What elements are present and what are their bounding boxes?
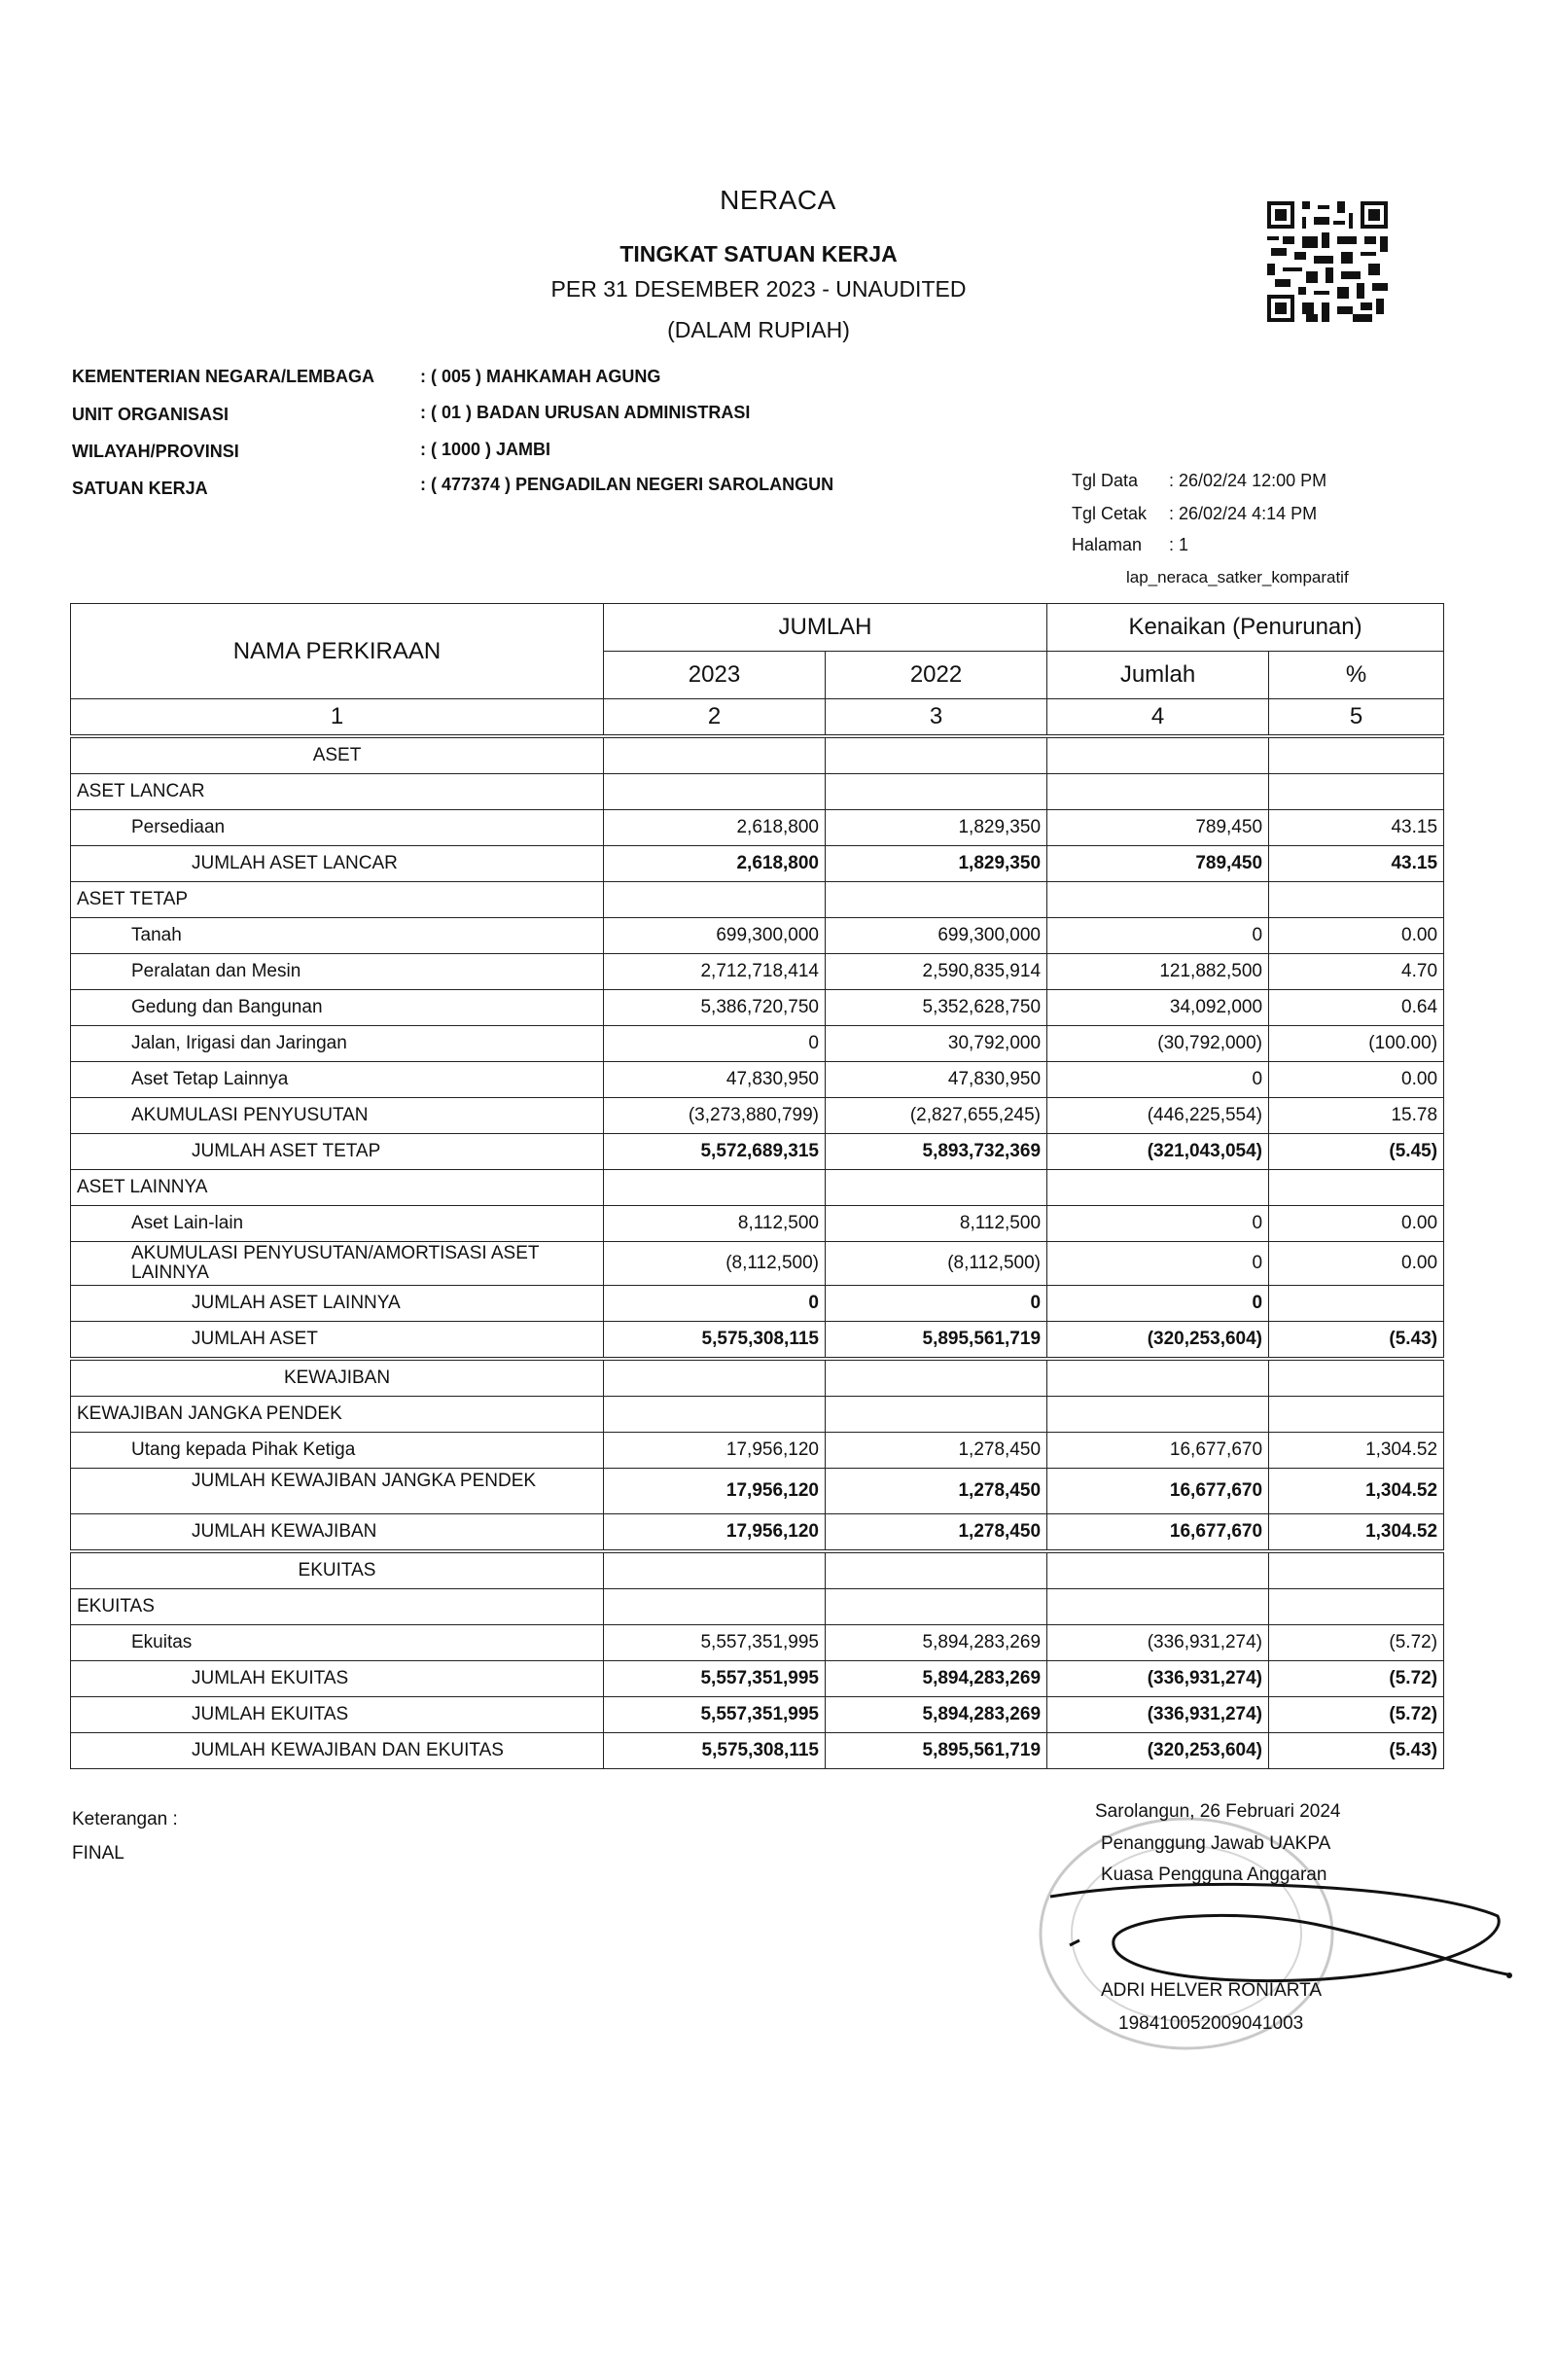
total-row	[71, 1286, 1444, 1322]
group-label: EKUITAS	[71, 1589, 604, 1625]
cell-persen: 0.00	[1269, 1062, 1444, 1098]
cell-2023: 0	[604, 1286, 826, 1322]
cell-2023: 5,557,351,995	[604, 1661, 826, 1697]
row-label: Utang kepada Pihak Ketiga	[71, 1433, 604, 1469]
row-label: JUMLAH KEWAJIBAN JANGKA PENDEK	[71, 1469, 604, 1514]
cell-persen: (5.72)	[1269, 1697, 1444, 1733]
tgl-cetak-value: : 26/02/24 4:14 PM	[1169, 504, 1318, 523]
cell-persen: 1,304.52	[1269, 1433, 1444, 1469]
cell-persen: 43.15	[1269, 846, 1444, 882]
row-label: JUMLAH ASET LANCAR	[71, 846, 604, 882]
cell-persen: (5.45)	[1269, 1134, 1444, 1170]
cell-2022: 5,352,628,750	[826, 990, 1047, 1026]
table-row	[71, 1206, 1444, 1242]
row-label: Peralatan dan Mesin	[71, 954, 604, 990]
cell-jumlah: (336,931,274)	[1047, 1697, 1269, 1733]
total-row	[71, 1661, 1444, 1697]
table-row	[71, 954, 1444, 990]
cell-jumlah: 789,450	[1047, 846, 1269, 882]
table-row	[71, 918, 1444, 954]
tgl-cetak-label: Tgl Cetak	[1072, 504, 1148, 523]
cell-2022: 1,829,350	[826, 810, 1047, 846]
cell-jumlah: 789,450	[1047, 810, 1269, 846]
balance-sheet-table	[70, 603, 1444, 1769]
section-row-kewajiban	[71, 1359, 1444, 1397]
cell-jumlah: 0	[1047, 918, 1269, 954]
cell-persen: 15.78	[1269, 1098, 1444, 1134]
cell-2023: 17,956,120	[604, 1514, 826, 1552]
cell-2023: (3,273,880,799)	[604, 1098, 826, 1134]
cell-2022: 699,300,000	[826, 918, 1047, 954]
row-label: Tanah	[71, 918, 604, 954]
cell-persen: 43.15	[1269, 810, 1444, 846]
sign-place-date: Sarolangun, 26 Februari 2024	[1095, 1801, 1341, 1822]
cell-2022: 8,112,500	[826, 1206, 1047, 1242]
qr-code-icon	[1267, 201, 1388, 322]
cell-jumlah: 0	[1047, 1286, 1269, 1322]
cell-jumlah: 16,677,670	[1047, 1514, 1269, 1552]
tgl-cetak-row	[1072, 504, 1317, 524]
cell-persen: (5.43)	[1269, 1733, 1444, 1769]
group-row-aset-lancar	[71, 774, 1444, 810]
total-row	[71, 1697, 1444, 1733]
cell-2023: 8,112,500	[604, 1206, 826, 1242]
cell-persen: 0.00	[1269, 1242, 1444, 1286]
row-label: Aset Lain-lain	[71, 1206, 604, 1242]
meta-value-wilayah: : ( 1000 ) JAMBI	[420, 440, 551, 459]
group-row-aset-tetap	[71, 882, 1444, 918]
column-number-row	[71, 699, 1444, 737]
total-row	[71, 1514, 1444, 1552]
cell-2022: 30,792,000	[826, 1026, 1047, 1062]
sign-role-2: Kuasa Pengguna Anggaran	[1101, 1865, 1327, 1885]
total-row	[71, 1469, 1444, 1514]
table-row	[71, 1062, 1444, 1098]
tgl-data-label: Tgl Data	[1072, 471, 1139, 490]
cell-2023: 5,386,720,750	[604, 990, 826, 1026]
cell-2022: 0	[826, 1286, 1047, 1322]
cell-jumlah: 121,882,500	[1047, 954, 1269, 990]
cell-persen: (5.72)	[1269, 1625, 1444, 1661]
cell-persen: 0.00	[1269, 918, 1444, 954]
cell-2022: 5,894,283,269	[826, 1625, 1047, 1661]
total-row	[71, 1322, 1444, 1360]
cell-persen: 4.70	[1269, 954, 1444, 990]
report-file-name: lap_neraca_satker_komparatif	[1126, 568, 1349, 586]
cell-jumlah: (320,253,604)	[1047, 1322, 1269, 1360]
cell-2022: 1,278,450	[826, 1469, 1047, 1514]
row-label: JUMLAH KEWAJIBAN	[71, 1514, 604, 1552]
meta-label-wilayah: WILAYAH/PROVINSI	[72, 442, 239, 461]
group-row-aset-lainnya	[71, 1170, 1444, 1206]
cell-2022: (2,827,655,245)	[826, 1098, 1047, 1134]
cell-persen: (5.43)	[1269, 1322, 1444, 1360]
col-number-1: 1	[71, 699, 604, 737]
col-header-2022: 2022	[826, 652, 1047, 699]
report-currency: (DALAM RUPIAH)	[667, 317, 850, 342]
meta-value-kementerian: : ( 005 ) MAHKAMAH AGUNG	[420, 367, 661, 386]
row-label: AKUMULASI PENYUSUTAN/AMORTISASI ASET LAINNYA	[71, 1242, 604, 1286]
col-number-3: 3	[826, 699, 1047, 737]
table-header-row-1	[71, 604, 1444, 652]
group-row-kewajiban-jangka-pendek	[71, 1397, 1444, 1433]
halaman-value: : 1	[1169, 535, 1189, 554]
cell-jumlah: 34,092,000	[1047, 990, 1269, 1026]
cell-persen: 1,304.52	[1269, 1469, 1444, 1514]
signer-nip: 198410052009041003	[1118, 2013, 1304, 2034]
cell-2023: 5,575,308,115	[604, 1322, 826, 1360]
cell-2022: 5,894,283,269	[826, 1661, 1047, 1697]
group-label: ASET LANCAR	[71, 774, 604, 810]
row-label: JUMLAH ASET TETAP	[71, 1134, 604, 1170]
col-number-5: 5	[1269, 699, 1444, 737]
table-row	[71, 990, 1444, 1026]
sign-role-1: Penanggung Jawab UAKPA	[1101, 1833, 1331, 1854]
cell-2023: 5,557,351,995	[604, 1697, 826, 1733]
row-label: JUMLAH EKUITAS	[71, 1661, 604, 1697]
row-label: Aset Tetap Lainnya	[71, 1062, 604, 1098]
tgl-data-value: : 26/02/24 12:00 PM	[1169, 471, 1327, 490]
cell-jumlah: 16,677,670	[1047, 1469, 1269, 1514]
section-label: EKUITAS	[71, 1551, 604, 1589]
group-label: KEWAJIBAN JANGKA PENDEK	[71, 1397, 604, 1433]
table-row	[71, 1026, 1444, 1062]
halaman-label: Halaman	[1072, 535, 1143, 554]
cell-2022: 5,893,732,369	[826, 1134, 1047, 1170]
cell-2023: (8,112,500)	[604, 1242, 826, 1286]
total-row	[71, 1733, 1444, 1769]
meta-label-unit: UNIT ORGANISASI	[72, 405, 230, 424]
cell-2023: 5,557,351,995	[604, 1625, 826, 1661]
cell-2022: 1,829,350	[826, 846, 1047, 882]
cell-jumlah: (336,931,274)	[1047, 1661, 1269, 1697]
signer-name: ADRI HELVER RONIARTA	[1101, 1980, 1322, 2001]
report-level: TINGKAT SATUAN KERJA	[619, 241, 898, 266]
row-label: Persediaan	[71, 810, 604, 846]
meta-label-kementerian: KEMENTERIAN NEGARA/LEMBAGA	[72, 367, 375, 386]
halaman-row	[1072, 535, 1188, 555]
row-label: Jalan, Irigasi dan Jaringan	[71, 1026, 604, 1062]
cell-jumlah: (320,253,604)	[1047, 1733, 1269, 1769]
cell-persen: 1,304.52	[1269, 1514, 1444, 1552]
meta-value-satker: : ( 477374 ) PENGADILAN NEGERI SAROLANGUN	[420, 475, 834, 494]
cell-2023: 17,956,120	[604, 1433, 826, 1469]
table-row	[71, 1242, 1444, 1286]
cell-jumlah: 0	[1047, 1242, 1269, 1286]
cell-jumlah: 0	[1047, 1062, 1269, 1098]
report-period: PER 31 DESEMBER 2023 - UNAUDITED	[550, 276, 967, 302]
group-label: ASET LAINNYA	[71, 1170, 604, 1206]
meta-value-unit: : ( 01 ) BADAN URUSAN ADMINISTRASI	[420, 403, 751, 422]
section-label: KEWAJIBAN	[71, 1359, 604, 1397]
group-row-ekuitas	[71, 1589, 1444, 1625]
section-label: ASET	[71, 736, 604, 774]
keterangan-label: Keterangan :	[72, 1809, 178, 1829]
cell-2022: (8,112,500)	[826, 1242, 1047, 1286]
tgl-data-row	[1072, 471, 1326, 491]
total-row	[71, 1134, 1444, 1170]
cell-2022: 2,590,835,914	[826, 954, 1047, 990]
cell-2022: 47,830,950	[826, 1062, 1047, 1098]
cell-persen: 0.64	[1269, 990, 1444, 1026]
table-row	[71, 810, 1444, 846]
cell-jumlah: (30,792,000)	[1047, 1026, 1269, 1062]
col-header-nama: NAMA PERKIRAAN	[71, 604, 604, 699]
cell-jumlah: 16,677,670	[1047, 1433, 1269, 1469]
cell-2023: 5,575,308,115	[604, 1733, 826, 1769]
cell-2023: 47,830,950	[604, 1062, 826, 1098]
row-label: JUMLAH ASET LAINNYA	[71, 1286, 604, 1322]
cell-2023: 0	[604, 1026, 826, 1062]
cell-persen: 0.00	[1269, 1206, 1444, 1242]
row-label: AKUMULASI PENYUSUTAN	[71, 1098, 604, 1134]
col-number-4: 4	[1047, 699, 1269, 737]
col-number-2: 2	[604, 699, 826, 737]
table-row	[71, 1098, 1444, 1134]
section-row-aset	[71, 736, 1444, 774]
status-final: FINAL	[72, 1843, 124, 1864]
cell-2023: 17,956,120	[604, 1469, 826, 1514]
cell-jumlah: (336,931,274)	[1047, 1625, 1269, 1661]
cell-persen: (100.00)	[1269, 1026, 1444, 1062]
col-header-jml: Jumlah	[1047, 652, 1269, 699]
meta-label-satker: SATUAN KERJA	[72, 479, 208, 498]
cell-2022: 5,895,561,719	[826, 1322, 1047, 1360]
cell-2023: 2,712,718,414	[604, 954, 826, 990]
cell-jumlah: (446,225,554)	[1047, 1098, 1269, 1134]
total-row	[71, 846, 1444, 882]
section-row-ekuitas	[71, 1551, 1444, 1589]
cell-persen: (5.72)	[1269, 1661, 1444, 1697]
cell-2023: 2,618,800	[604, 810, 826, 846]
col-header-jumlah: JUMLAH	[604, 604, 1047, 652]
row-label: JUMLAH KEWAJIBAN DAN EKUITAS	[71, 1733, 604, 1769]
cell-2022: 1,278,450	[826, 1514, 1047, 1552]
cell-2022: 5,895,561,719	[826, 1733, 1047, 1769]
cell-2023: 699,300,000	[604, 918, 826, 954]
row-label: JUMLAH ASET	[71, 1322, 604, 1360]
cell-jumlah: (321,043,054)	[1047, 1134, 1269, 1170]
row-label: JUMLAH EKUITAS	[71, 1697, 604, 1733]
cell-2022: 5,894,283,269	[826, 1697, 1047, 1733]
table-row	[71, 1625, 1444, 1661]
cell-2022: 1,278,450	[826, 1433, 1047, 1469]
cell-jumlah: 0	[1047, 1206, 1269, 1242]
cell-2023: 2,618,800	[604, 846, 826, 882]
report-title: NERACA	[720, 185, 836, 215]
row-label: Ekuitas	[71, 1625, 604, 1661]
table-row	[71, 1433, 1444, 1469]
group-label: ASET TETAP	[71, 882, 604, 918]
col-header-2023: 2023	[604, 652, 826, 699]
cell-persen	[1269, 1286, 1444, 1322]
col-header-kenaikan: Kenaikan (Penurunan)	[1047, 604, 1444, 652]
row-label: Gedung dan Bangunan	[71, 990, 604, 1026]
col-header-pct: %	[1269, 652, 1444, 699]
cell-2023: 5,572,689,315	[604, 1134, 826, 1170]
